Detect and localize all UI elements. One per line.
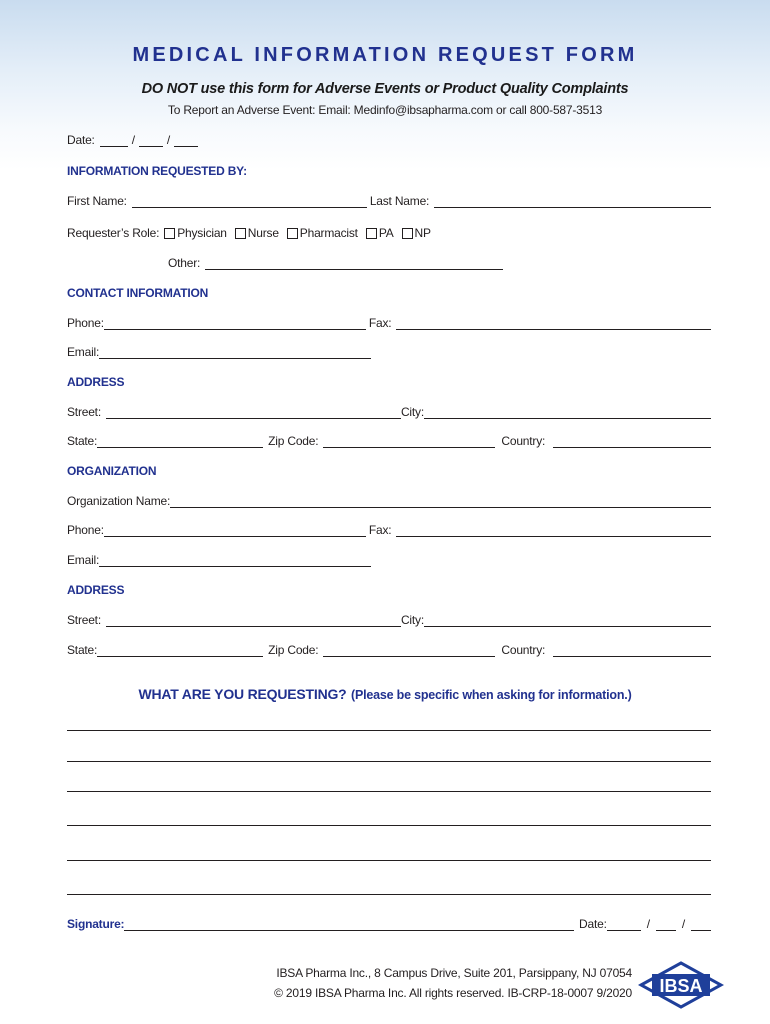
request-line[interactable] [67, 761, 711, 762]
org-country-field[interactable] [553, 644, 711, 657]
organization-email-row [67, 551, 371, 567]
city-field[interactable] [424, 406, 711, 419]
org-city-label: City: [400, 613, 424, 627]
org-country-label: Country: [501, 643, 546, 657]
request-line[interactable] [67, 791, 711, 792]
other-role-label: Other: [168, 256, 201, 270]
ibsa-logo [638, 960, 724, 1010]
org-phone-label: Phone: [67, 523, 104, 537]
signature-date-year-field[interactable] [691, 918, 711, 931]
zip-label: Zip Code: [268, 434, 319, 448]
street-row [67, 403, 711, 419]
contact-phone-row [67, 314, 711, 330]
signature-field[interactable] [124, 918, 574, 931]
request-line[interactable] [67, 730, 711, 731]
org-street-field[interactable] [106, 614, 401, 627]
org-state-field[interactable] [97, 644, 263, 657]
organization-heading: ORGANIZATION [67, 464, 157, 478]
org-fax-label: Fax: [368, 523, 392, 537]
form-title: MEDICAL INFORMATION REQUEST FORM [132, 44, 638, 66]
organization-phone-row [67, 521, 711, 537]
org-city-field[interactable] [424, 614, 711, 627]
org-fax-field[interactable] [396, 524, 711, 537]
address-heading: ADDRESS [67, 375, 125, 389]
email-label: Email: [67, 345, 100, 359]
last-name-field[interactable] [434, 195, 711, 208]
date-separator: / [131, 133, 135, 147]
state-label: State: [67, 434, 98, 448]
first-name-label: First Name: [67, 194, 127, 208]
last-name-label: Last Name: [369, 194, 430, 208]
organization-name-field[interactable] [170, 495, 711, 508]
state-field[interactable] [97, 435, 263, 448]
request-heading [0, 686, 770, 704]
org-zip-field[interactable] [323, 644, 495, 657]
org-email-label: Email: [67, 553, 100, 567]
first-name-field[interactable] [132, 195, 367, 208]
adverse-event-contact: To Report an Adverse Event: Email: Medinfo@ibsapharma.com or call 800-587-3513 [167, 103, 603, 117]
signature-date-label: Date: [579, 917, 607, 931]
date-separator: / [681, 917, 685, 931]
street-label: Street: [67, 405, 101, 419]
adverse-event-warning: DO NOT use this form for Adverse Events or Product Quality Complaints [141, 81, 629, 97]
org-street-label: Street: [67, 613, 101, 627]
pharmacist-checkbox[interactable] [287, 228, 298, 239]
signature-date-day-field[interactable] [656, 918, 676, 931]
requested-by-heading: INFORMATION REQUESTED BY: [67, 164, 247, 178]
role-row [67, 224, 711, 240]
country-field[interactable] [553, 435, 711, 448]
org-email-field[interactable] [99, 554, 371, 567]
signature-label: Signature: [67, 917, 125, 931]
org-state-row [67, 641, 711, 657]
signature-row [67, 915, 711, 931]
date-separator: / [646, 917, 650, 931]
city-label: City: [400, 405, 424, 419]
pa-checkbox[interactable] [366, 228, 377, 239]
np-label: NP [414, 226, 431, 240]
other-role-field[interactable] [205, 257, 503, 270]
fax-label: Fax: [368, 316, 392, 330]
street-field[interactable] [106, 406, 401, 419]
contact-heading: CONTACT INFORMATION [67, 286, 209, 300]
nurse-label: Nurse [247, 226, 279, 240]
request-line[interactable] [67, 860, 711, 861]
org-phone-field[interactable] [104, 524, 366, 537]
organization-name-row [67, 492, 711, 508]
ibsa-logo-text: IBSA [659, 976, 703, 996]
signature-date-month-field[interactable] [607, 918, 641, 931]
date-row [67, 131, 711, 147]
date-label: Date: [67, 133, 95, 147]
nurse-checkbox[interactable] [235, 228, 246, 239]
org-state-label: State: [67, 643, 98, 657]
date-year-field[interactable] [174, 134, 198, 147]
pa-label: PA [378, 226, 394, 240]
email-field[interactable] [99, 346, 371, 359]
fax-field[interactable] [396, 317, 711, 330]
contact-email-row [67, 343, 371, 359]
pharmacist-label: Pharmacist [299, 226, 358, 240]
request-line[interactable] [67, 825, 711, 826]
physician-checkbox[interactable] [164, 228, 175, 239]
state-row [67, 432, 711, 448]
name-row [67, 192, 711, 208]
role-label: Requester’s Role: [67, 226, 160, 240]
org-street-row [67, 611, 711, 627]
phone-label: Phone: [67, 316, 104, 330]
date-separator: / [166, 133, 170, 147]
date-day-field[interactable] [139, 134, 163, 147]
physician-label: Physician [177, 226, 227, 240]
zip-field[interactable] [323, 435, 495, 448]
request-subtitle: (Please be specific when asking for information.) [350, 688, 632, 702]
footer-copyright: © 2019 IBSA Pharma Inc. All rights reserved. IB-CRP-18-0007 9/2020 [274, 986, 632, 1000]
request-title: WHAT ARE YOU REQUESTING? [138, 686, 347, 702]
country-label: Country: [501, 434, 546, 448]
org-zip-label: Zip Code: [268, 643, 319, 657]
other-role-row [168, 254, 503, 270]
footer-address: IBSA Pharma Inc., 8 Campus Drive, Suite 201, Parsippany, NJ 07054 [276, 966, 632, 980]
organization-address-heading: ADDRESS [67, 583, 125, 597]
date-month-field[interactable] [100, 134, 128, 147]
np-checkbox[interactable] [402, 228, 413, 239]
phone-field[interactable] [104, 317, 366, 330]
request-line[interactable] [67, 894, 711, 895]
organization-name-label: Organization Name: [67, 494, 171, 508]
